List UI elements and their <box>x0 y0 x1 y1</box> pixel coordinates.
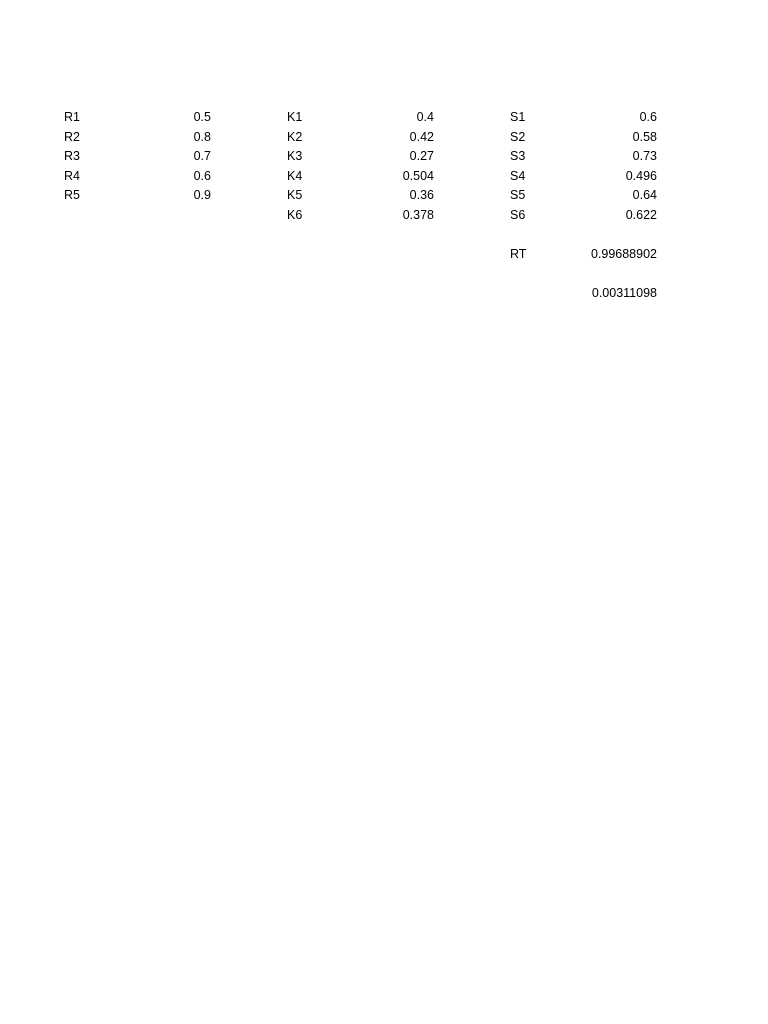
complement-value: 0.00311098 <box>591 285 657 300</box>
r-value: 0.8 <box>193 129 211 144</box>
r-value: 0.5 <box>193 110 211 124</box>
k-label: K2 <box>287 129 303 144</box>
r-label: R5 <box>64 188 80 202</box>
s-label: S3 <box>510 149 526 163</box>
r-value: 0.7 <box>193 149 211 163</box>
k-label: K5 <box>287 188 303 202</box>
s-value: 0.73 <box>632 149 657 163</box>
r-label: R4 <box>64 168 80 183</box>
k-value: 0.4 <box>416 110 434 124</box>
k-label: K1 <box>287 110 303 124</box>
s-value: 0.6 <box>639 110 657 124</box>
s-label: S4 <box>510 168 526 183</box>
k-label: K3 <box>287 149 303 163</box>
s-label: S6 <box>510 207 526 222</box>
r-value: 0.9 <box>193 188 211 202</box>
r-label: R1 <box>64 110 80 124</box>
k-value: 0.27 <box>409 149 434 163</box>
s-value: 0.622 <box>625 207 657 222</box>
k-value: 0.504 <box>402 168 434 183</box>
total-label: RT <box>510 246 527 261</box>
r-label: R3 <box>64 149 80 163</box>
k-value: 0.42 <box>409 129 434 144</box>
k-label: K6 <box>287 207 303 222</box>
r-value: 0.6 <box>193 168 211 183</box>
s-value: 0.58 <box>632 129 657 144</box>
s-value: 0.496 <box>625 168 657 183</box>
total-value: 0.99688902 <box>590 246 657 261</box>
r-label: R2 <box>64 129 80 144</box>
s-label: S1 <box>510 110 526 124</box>
s-label: S5 <box>510 188 526 202</box>
k-label: K4 <box>287 168 303 183</box>
s-label: S2 <box>510 129 526 144</box>
k-value: 0.36 <box>409 188 434 202</box>
s-value: 0.64 <box>632 188 657 202</box>
k-value: 0.378 <box>402 207 434 222</box>
